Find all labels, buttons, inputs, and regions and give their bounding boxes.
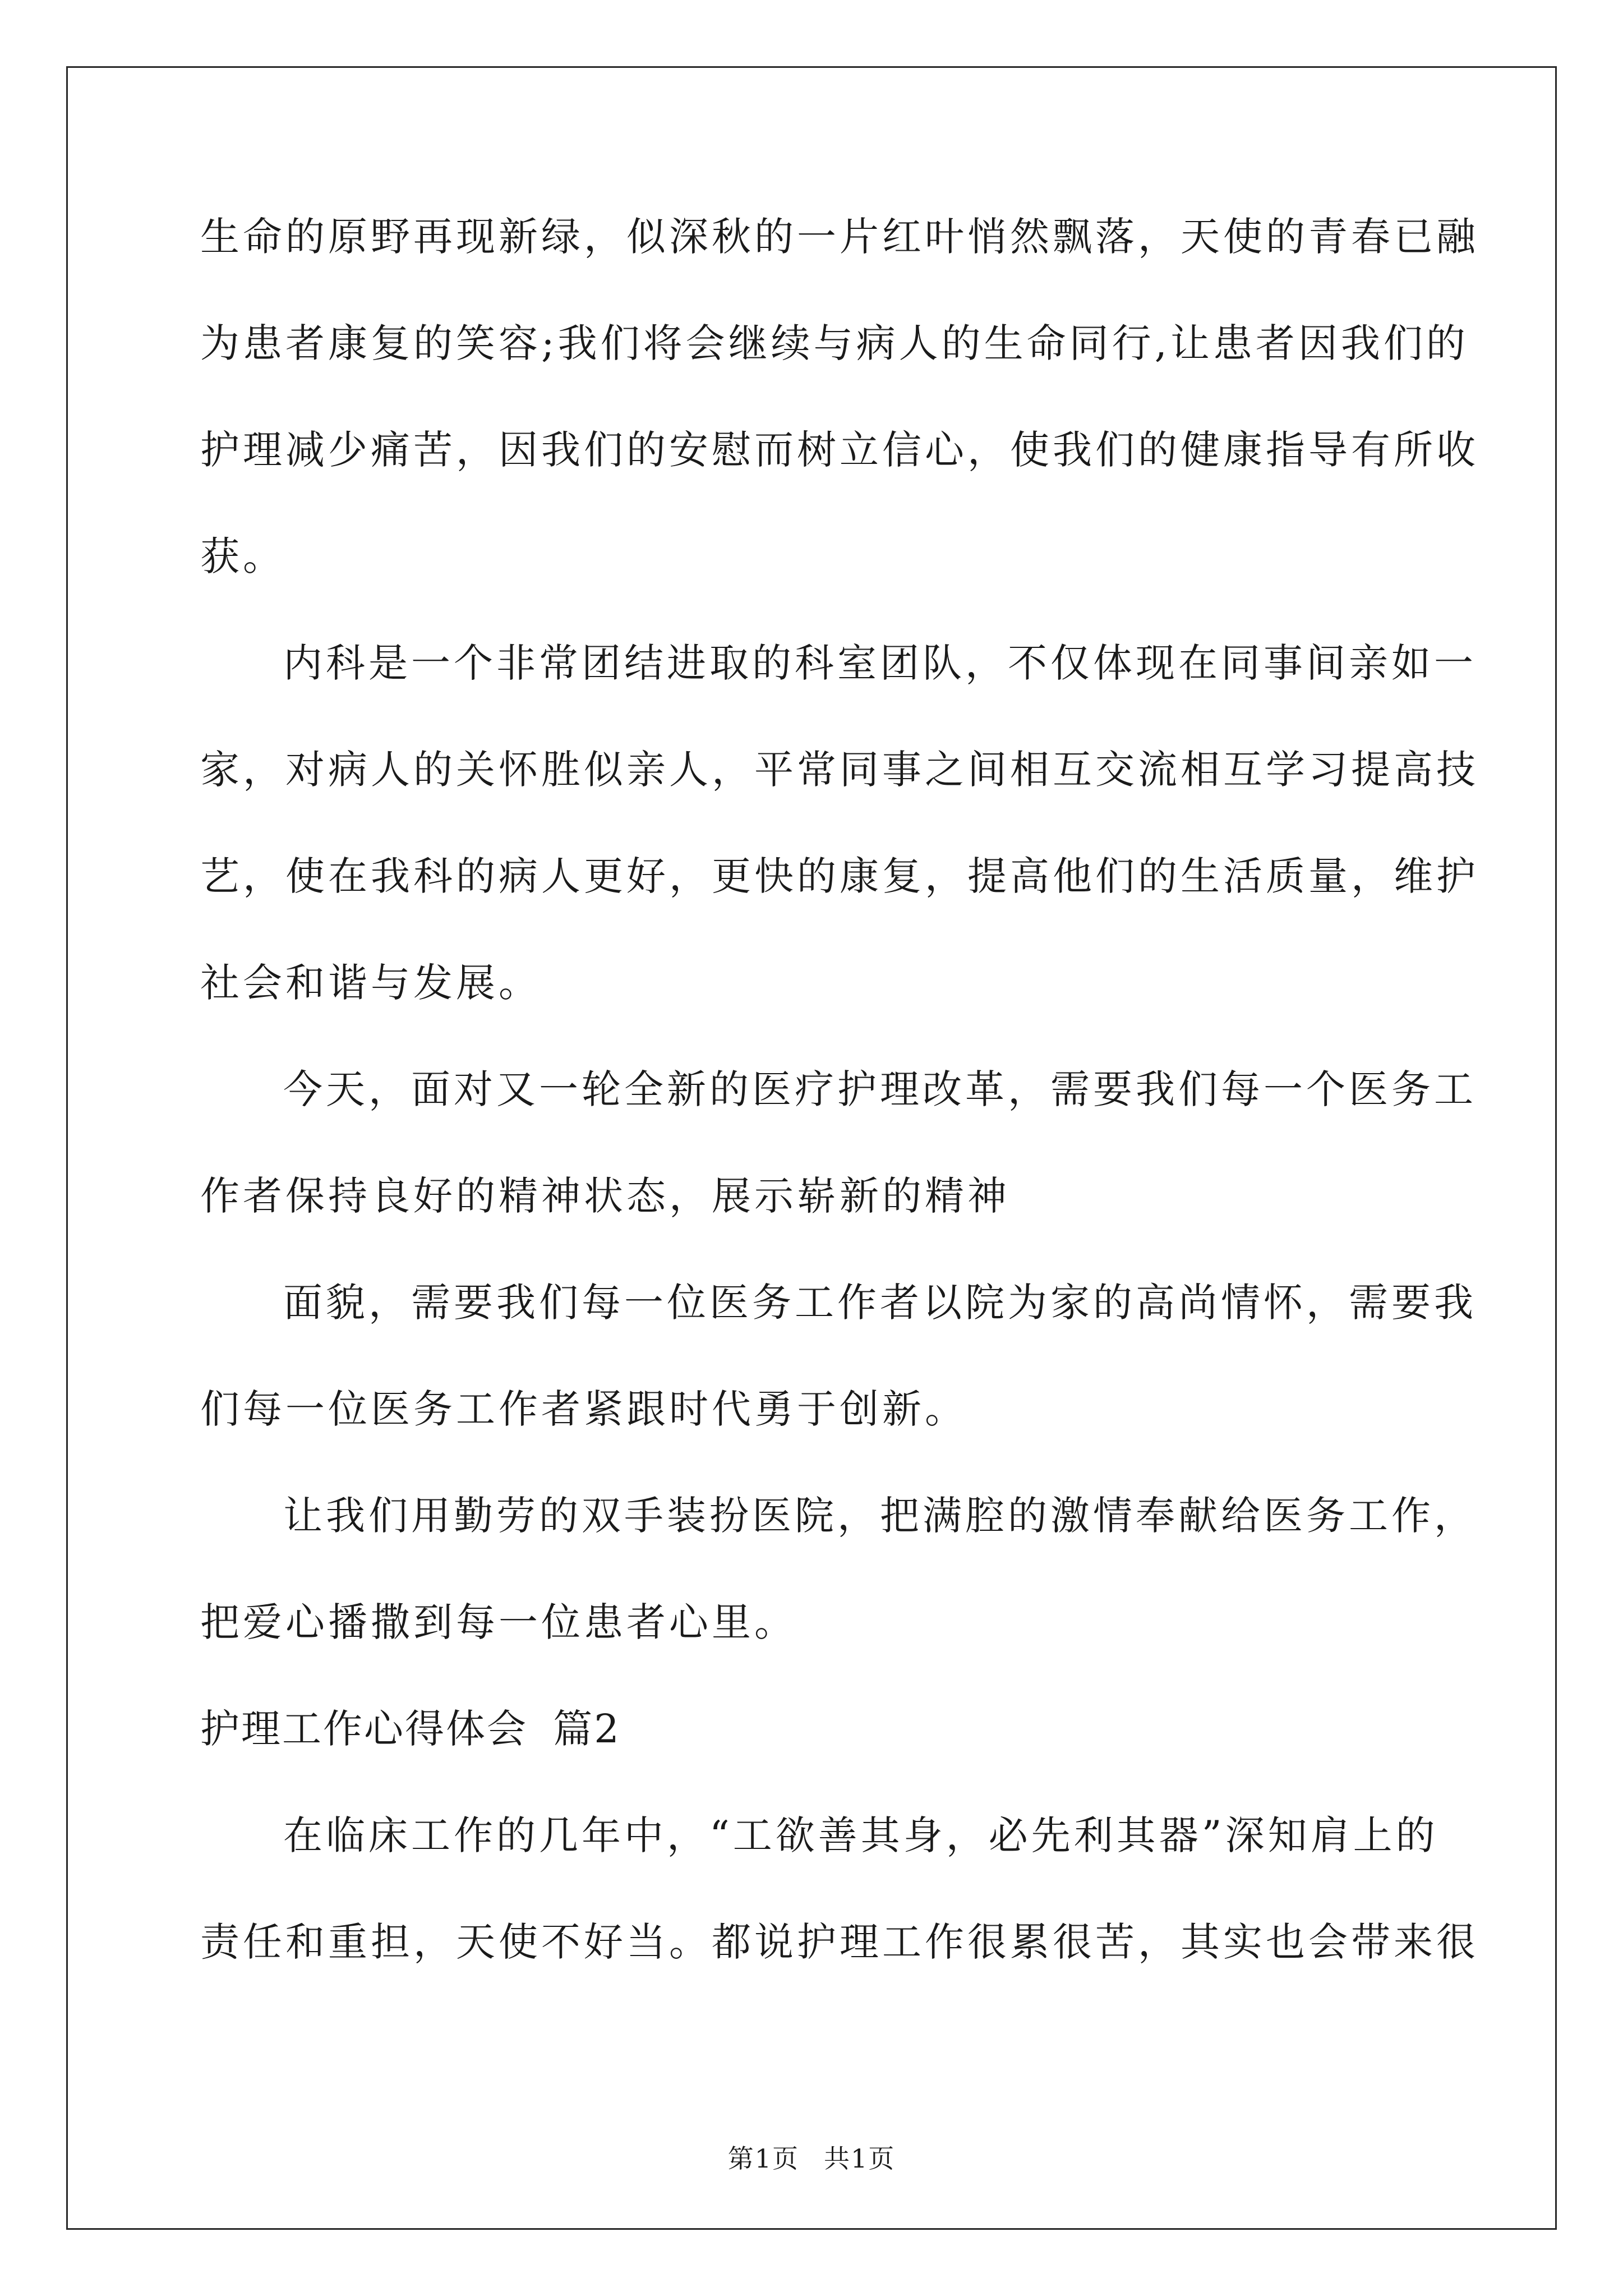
text-line: 为患者康复的笑容;我们将会继续与病人的生命同行,让患者因我们的	[200, 320, 1469, 366]
text-line: 艺，使在我科的病人更好，更快的康复，提高他们的生活质量，维护	[200, 853, 1479, 899]
paragraph-start-line: 在临床工作的几年中，“工欲善其身，必先利其器”深知肩上的	[283, 1812, 1438, 1858]
page-total: 共1页	[824, 2143, 896, 2174]
text-line: 社会和谐与发展。	[200, 960, 541, 1006]
document-body	[200, 210, 1479, 2022]
text-line: 把爱心播撒到每一位患者心里。	[200, 1599, 797, 1645]
text-line: 责任和重担，天使不好当。都说护理工作很累很苦，其实也会带来很	[200, 1919, 1479, 1965]
section-heading: 护理工作心得体会 篇2	[200, 1706, 621, 1752]
text-line: 护理减少痛苦，因我们的安慰而树立信心，使我们的健康指导有所收	[200, 427, 1479, 473]
text-line: 作者保持良好的精神状态，展示崭新的精神	[200, 1173, 1010, 1219]
text-line: 家，对病人的关怀胜似亲人，平常同事之间相互交流相互学习提高技	[200, 747, 1479, 793]
text-line: 获。	[200, 533, 285, 579]
text-line: 生命的原野再现新绿，似深秋的一片红叶悄然飘落，天使的青春已融	[200, 214, 1479, 260]
page-number: 第1页	[727, 2143, 799, 2174]
paragraph-start-line: 内科是一个非常团结进取的科室团队，不仅体现在同事间亲如一	[283, 640, 1477, 686]
paragraph-start-line: 今天，面对又一轮全新的医疗护理改革，需要我们每一个医务工	[283, 1066, 1477, 1112]
paragraph-start-line: 让我们用勤劳的双手装扮医院，把满腔的激情奉献给医务工作，	[283, 1493, 1477, 1539]
paragraph-start-line: 面貌，需要我们每一位医务工作者以院为家的高尚情怀，需要我	[283, 1280, 1477, 1326]
text-line: 们每一位医务工作者紧跟时代勇于创新。	[200, 1386, 967, 1432]
page-footer	[0, 2142, 1623, 2175]
